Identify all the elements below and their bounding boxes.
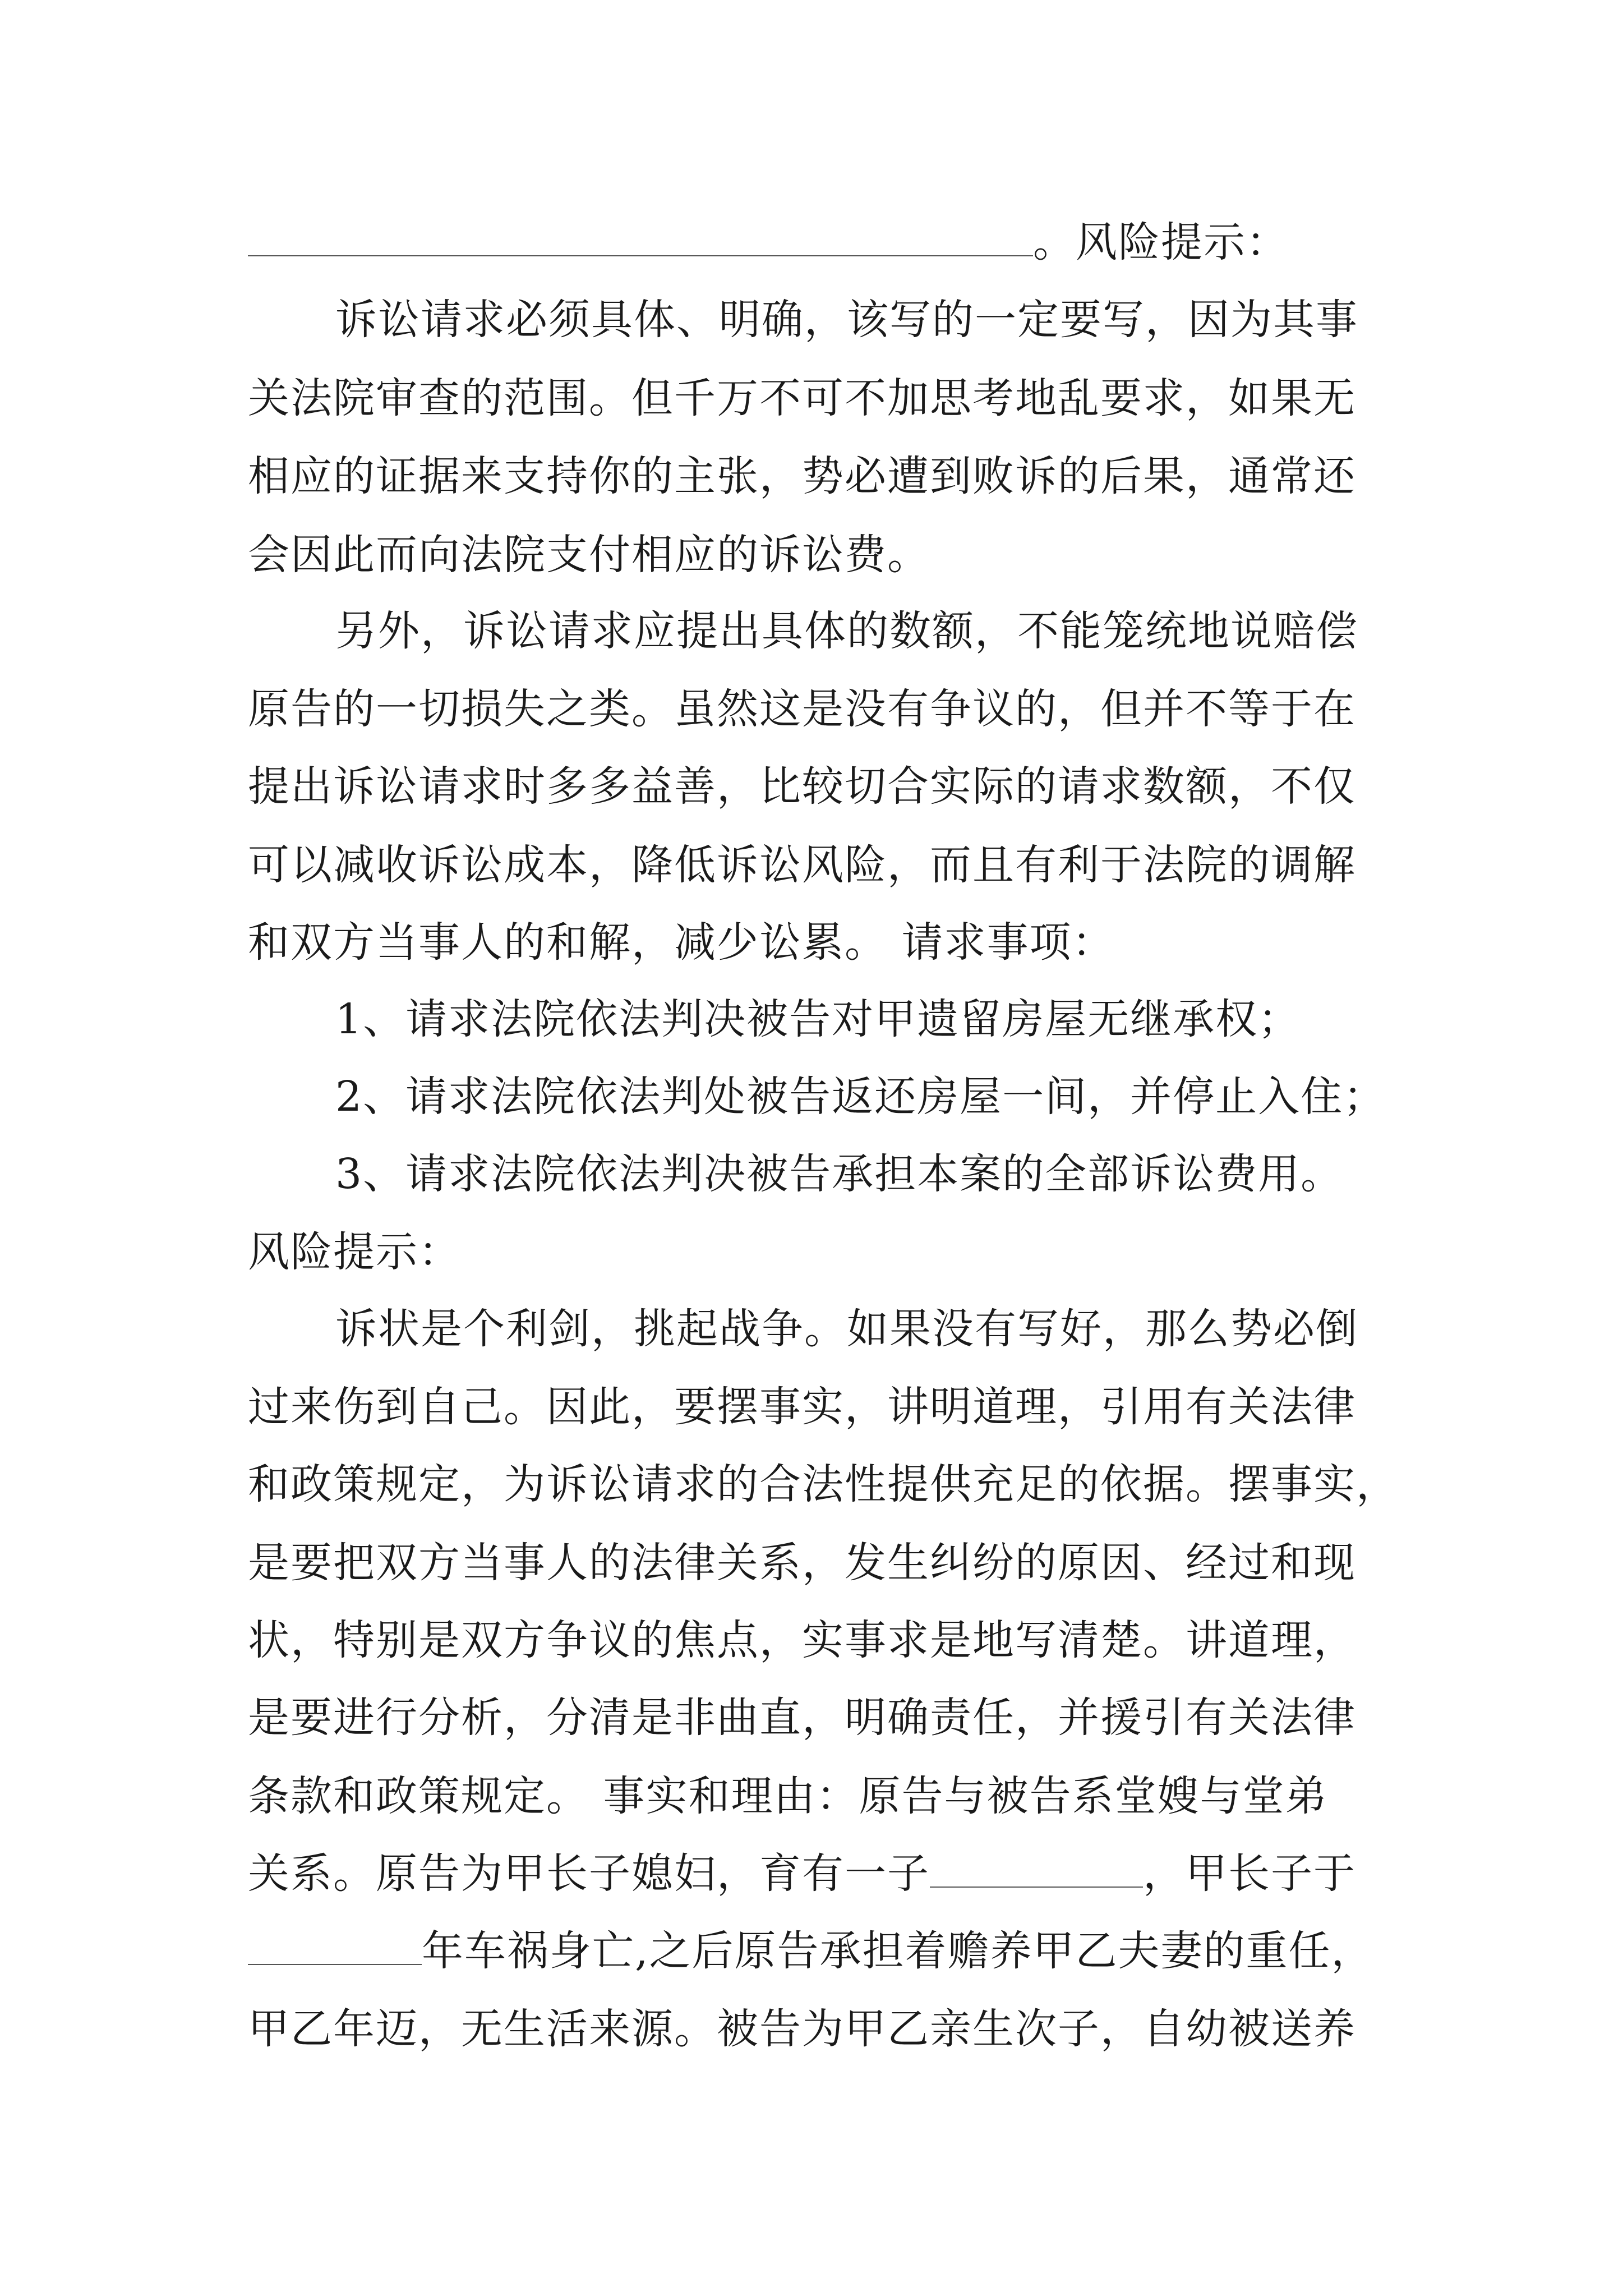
text-line-18: [248, 1528, 1386, 1598]
line-text: 过来伤到自己。因此，要摆事实，讲明道理，引用有关法律: [248, 1383, 1356, 1431]
line-text: 和政策规定，为诉讼请求的合法性提供充足的依据。摆事实，: [248, 1460, 1399, 1508]
line-text: 状，特别是双方争议的焦点，实事求是地写清楚。讲道理，: [248, 1616, 1356, 1664]
line-text: 年车祸身亡,之后原告承担着赡养甲乙夫妻的重任，: [422, 1927, 1374, 1975]
text-line-21: [248, 1761, 1386, 1831]
text-line-20: [248, 1683, 1386, 1752]
text-line-15: [248, 1294, 1386, 1364]
line-text: 可以减收诉讼成本，降低诉讼风险，而且有利于法院的调解: [248, 841, 1356, 889]
text-line-22: [248, 1839, 1386, 1908]
text-line-2: [248, 285, 1386, 355]
text-line-6: [248, 596, 1386, 666]
line-text: 甲乙年迈，无生活来源。被告为甲乙亲生次子，自幼被送养: [248, 2005, 1356, 2053]
text-line-19: [248, 1605, 1386, 1675]
fill-in-blank: [248, 216, 1033, 256]
text-line-4: [248, 441, 1386, 511]
fill-in-blank: [930, 1847, 1143, 1888]
text-line-24: [248, 1994, 1386, 2064]
line-text: 会因此而向法院支付相应的诉讼费。: [248, 531, 930, 579]
line-text: 原告的一切损失之类。虽然这是没有争议的，但并不等于在: [248, 685, 1356, 733]
request-item-2: [248, 1062, 1386, 1131]
line-text: ，甲长子于: [1143, 1849, 1356, 1898]
line-text: 是要把双方当事人的法律关系，发生纠纷的原因、经过和现: [248, 1539, 1356, 1587]
line-text: 诉状是个利剑，挑起战争。如果没有写好，那么势必倒: [335, 1305, 1358, 1353]
line-text: 条款和政策规定。 事实和理由：原告与被告系堂嫂与堂弟: [248, 1772, 1328, 1820]
request-item-1: [248, 984, 1386, 1054]
line-text: 相应的证据来支持你的主张，势必遭到败诉的后果，通常还: [248, 452, 1356, 500]
text-line-7: [248, 674, 1386, 744]
request-item-3: [248, 1139, 1386, 1209]
line-text: 1、请求法院依法判决被告对甲遗留房屋无继承权；: [335, 995, 1301, 1043]
line-text: 是要进行分析，分清是非曲直，明确责任，并援引有关法律: [248, 1694, 1356, 1742]
text-line-16: [248, 1372, 1386, 1442]
text-line-17: [248, 1450, 1399, 1519]
fill-in-blank: [248, 1925, 422, 1965]
text-line-10: [248, 908, 1386, 977]
line-text: 风险提示：: [248, 1228, 461, 1276]
text-line-8: [248, 752, 1386, 821]
text-line-9: [248, 830, 1386, 900]
line-text: 和双方当事人的和解，减少讼累。 请求事项：: [248, 918, 1115, 967]
line-text: 诉讼请求必须具体、明确，该写的一定要写，因为其事: [335, 296, 1358, 344]
line-text: 另外，诉讼请求应提出具体的数额，不能笼统地说赔偿: [335, 607, 1358, 655]
line-text: 关系。原告为甲长子媳妇，育有一子: [248, 1849, 930, 1898]
text-line-14: [248, 1217, 1386, 1287]
text-line-1: [248, 208, 1386, 277]
line-text: 关法院审查的范围。但千万不可不加思考地乱要求，如果无: [248, 374, 1356, 422]
text-line-3: [248, 364, 1386, 433]
text-line-5: [248, 520, 1386, 590]
text-line-23: [248, 1916, 1386, 1986]
line-text: 。风险提示：: [1033, 218, 1289, 266]
line-text: 2、请求法院依法判处被告返还房屋一间，并停止入住；: [335, 1073, 1386, 1121]
line-text: 3、请求法院依法判决被告承担本案的全部诉讼费用。: [335, 1150, 1344, 1198]
line-text: 提出诉讼请求时多多益善，比较切合实际的请求数额，不仅: [248, 762, 1356, 811]
